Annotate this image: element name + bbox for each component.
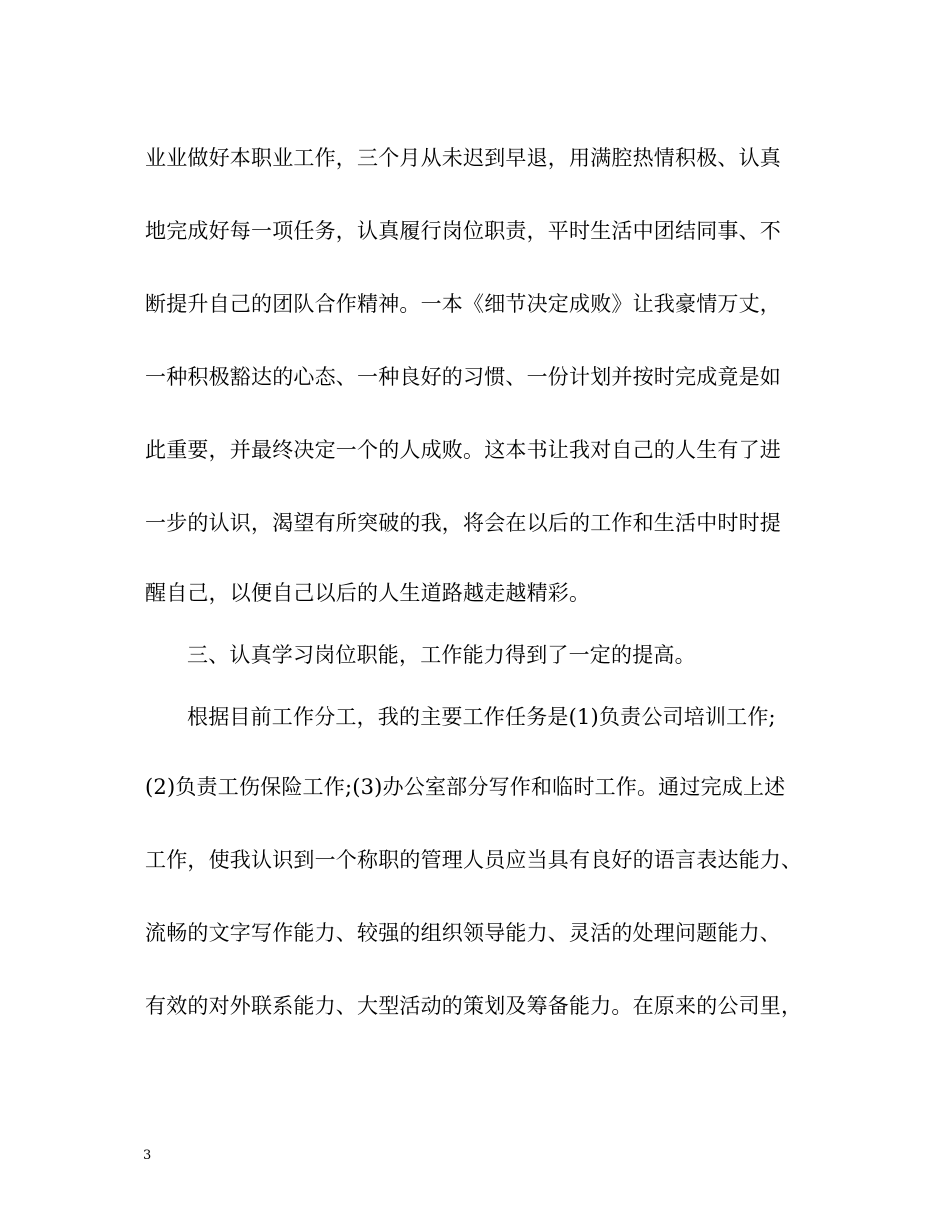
text-line: 断提升自己的团队合作精神。一本《细节决定成败》让我豪情万丈， [145,292,781,316]
text-line: 地完成好每一项任务，认真履行岗位职责，平时生活中团结同事、不 [145,219,781,243]
text-line: 此重要，并最终决定一个的人成败。这本书让我对自己的人生有了进 [145,438,781,462]
text-line: (2)负责工伤保险工作;(3)办公室部分写作和临时工作。通过完成上述 [145,775,786,799]
text-line: 工作，使我认识到一个称职的管理人员应当具有良好的语言表达能力、 [145,848,803,872]
section-heading: 三、认真学习岗位职能，工作能力得到了一定的提高。 [187,643,696,667]
text-line: 一步的认识，渴望有所突破的我，将会在以后的工作和生活中时时提 [145,511,781,535]
text-line: 一种积极豁达的心态、一种良好的习惯、一份计划并按时完成竟是如 [145,365,781,389]
text-line: 有效的对外联系能力、大型活动的策划及筹备能力。在原来的公司里， [145,994,803,1018]
paragraph-first-line: 根据目前工作分工，我的主要工作任务是(1)负责公司培训工作; [187,705,776,729]
text-line: 业业做好本职业工作，三个月从未迟到早退，用满腔热情积极、认真 [145,146,781,170]
text-line: 流畅的文字写作能力、较强的组织领导能力、灵活的处理问题能力、 [145,921,781,945]
page-number: 3 [143,1148,152,1163]
text-line: 醒自己，以便自己以后的人生道路越走越精彩。 [145,581,591,605]
